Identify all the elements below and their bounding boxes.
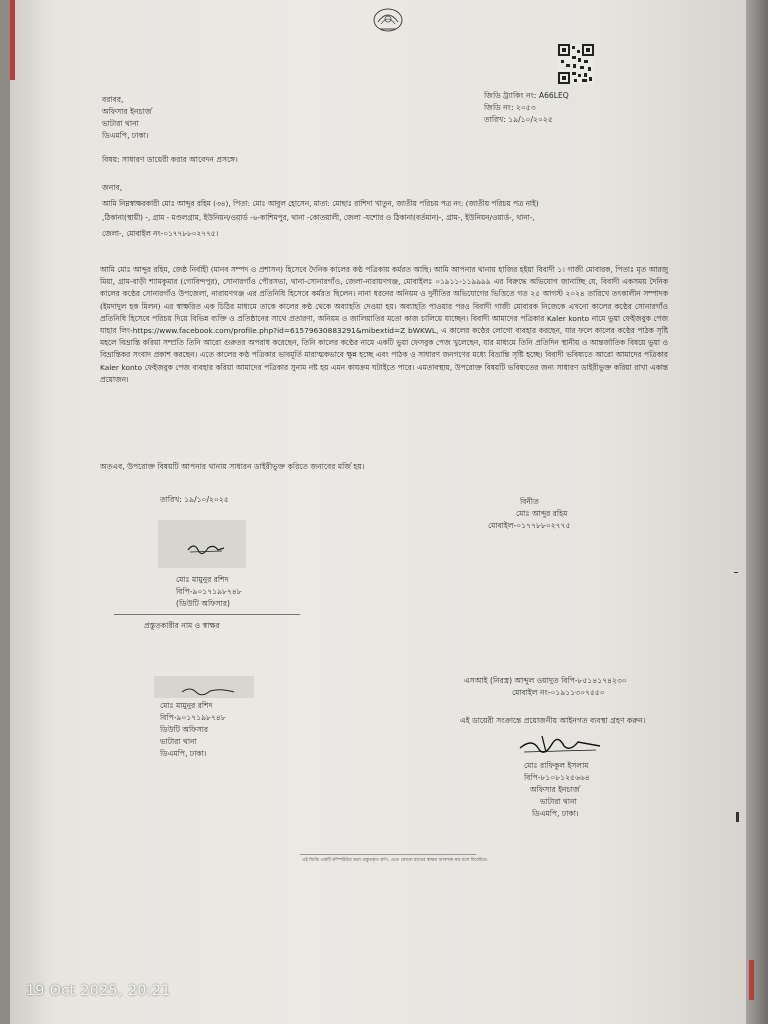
oc-city: ডিএমপি, ঢাকা। [532, 809, 579, 818]
document-page [10, 0, 748, 1024]
salutation: জনাব, [102, 183, 123, 192]
subject-line: বিষয়: সাধারণ ডায়েরী করার আবেদন প্রসঙ্গে। [102, 155, 238, 164]
closing-request: অতএব, উপরোক্ত বিষয়টি আপনার থানায় সাধারন ডাইরীভুক্ত করিতে জনাবের মর্জি হয়। [100, 462, 365, 471]
duty-officer-1-role: (ডিউটি অফিসার) [176, 599, 231, 608]
preparer-label: প্রস্তুতকারীর নাম ও স্বাক্ষর [144, 621, 220, 630]
duty-officer-2-bp: বিপি-৯০১৭১৯৮৭৪৮ [160, 713, 226, 722]
duty-officer-2-signature-icon [180, 684, 236, 696]
oc-name: মোঃ রাফিকুল ইসলাম [524, 761, 589, 770]
si-mobile: মোবাইল নং-০১৯১১৩০৭৫৫০ [512, 688, 605, 697]
recipient-title: অফিসার ইনচার্জ [102, 107, 152, 116]
edge-tick [736, 812, 739, 822]
instruction-line: এই ডায়েরী সংক্রান্তে প্রয়োজনীয় আইনগত ব্যবস্থা গ্রহণ করুন। [460, 716, 646, 725]
duty-officer-1-name: মোঃ মামুনুর রশিদ [176, 575, 229, 584]
recipient-station: ভাটারা থানা [102, 119, 139, 128]
photo-timestamp: 19 Oct 2025, 20:21 [26, 983, 171, 999]
applicant-name: মোঃ আব্দুর রহিম [516, 509, 568, 518]
applicant-line-1: আমি নিম্নস্বাক্ষরকারী মোঃ আব্দুর রহিম (৩৪), পিতা: মোঃ আবুল হোসেন, মাতা: মোছাঃ রাশিদা খাতুন, জাতীয় পরিচয় পত্র নং: (জাতীয় পরিচয় পত্র নাই) [102, 199, 539, 208]
applicant-line-2: ,ঠিকানা(স্থায়ী) -, গ্রাম - মণ্ডলগ্রাম, ইউনিয়ন/ওয়ার্ড -৬-কাশিমপুর, থানা -কোতয়ালী, জেলা -যশোর ও ঠিকানা(বর্তমান)-, গ্রাম-, ইউনিয়ন/ওয়ার্ড-, থানা-, [102, 213, 535, 222]
footer-divider [300, 854, 476, 855]
applicant-mobile: মোবাইল-০১৭৭৮৮০২৭৭৫ [488, 521, 571, 530]
police-emblem-icon [370, 4, 406, 34]
qr-code-icon [558, 44, 594, 84]
duty-officer-2-station: ভাটারা থানা [160, 737, 197, 746]
oc-station: ভাটারা থানা [540, 797, 577, 806]
officer-in-charge-signature-icon [518, 732, 602, 758]
applicant-line-3: জেলা-, মোবাইল নং-০১৭৭৮৮০২৭৭৫। [102, 229, 219, 238]
duty-officer-2-city: ডিএমপি, ঢাকা। [160, 749, 207, 758]
duty-officer-2-role: ডিউটি অফিসার [160, 725, 209, 734]
edge-mark-bottom [749, 960, 754, 1000]
recipient-to: বরাবর, [102, 95, 124, 104]
footer-note: এই জিডি একটি কম্পিউটার দ্বারা প্রস্তুতকৃত কপি, এতে কোনো হাতের স্বাক্ষর আবশ্যক নয় বলে বিবেচিত। [302, 858, 488, 863]
gd-date: তারিখ: ১৯/১০/২০২৫ [484, 115, 553, 124]
complaint-body: আমি মোঃ আব্দুর রহিম, জেষ্ঠ নির্বাহী (মানব সম্পদ ও প্রশাসন) হিসেবে দৈনিক কালের কণ্ঠ পত্রিকায় কর্মরত আছি। আমি আপনার থানায় হাজির হইয়া বিবাদী ১। গাজী মোবারক, পিতাঃ মৃত আরজু মিয়া, গ্রাম-বাড়ী শ্যামকুমার (গোবিন্দপুর), সোনারগাঁও পৌরসভা, থানা-সোনারগাঁও, জেলা-নারায়ণগঞ্জ, মোবাইলঃ ০১৯১১-১১৯৯৯৯ এর বিরুদ্ধে অভিযোগ জানাচ্ছি যে, বিবাদী একসময় দৈনিক কালের কণ্ঠের সোনারগাঁও উপজেলা, নারায়ণগঞ্জ এর প্রতিনিধি হিসেবে কর্মরত ছিলেন। নানা ধরনের অনিয়ম ও দুর্নীতির অভিযোগের ভিত্তিতে গত ২৫ আগস্ট ২০২৪ তারিখে তৎকালীন সম্পাদক (ইমদাদুল হক মিলন) এর স্বাক্ষরিত এক চিঠির মাধ্যমে তাকে কালের কণ্ঠ থেকে অব্যাহতি দেওয়া হয়। অব্যাহতি পাওয়ার পরও বিবাদী গাজী মোবারক নিজেকে এখনো কালের কণ্ঠের সোনারগাঁও প্রতিনিধি হিসেবে পরিচয় দিয়ে বিভিন্ন ব্যক্তি ও প্রতিষ্ঠানের সাথে প্রতারণা, অনিয়ম ও জালিয়াতির মতো কাজ চালিয়ে যাচ্ছেন। বিবাদী আমাদের পত্রিকার Kaler konto নামে ভুয়া ফেইজবুক পেজ যাহার লিং-https://www.facebook.com/profile.php?id=61579630883291&mibextid=Z bWKWL, এ কালের কণ্ঠের লোগো ব্যবহার করছেন, যার ফলে কালের কণ্ঠের পাঠক সৃষ্টি মহলে বিভ্রান্তি করিয়া সম্প্রতি তিনি আরো গুরুতর অপরাধ করেছেন, তিনি কালের কণ্ঠের নামে একটি ভুয়া ফেসবুক পেজ খুলেছেন, যার মাধ্যমে তিনি প্রতিদিন স্থানীয় ও আন্তর্জাতিক বিষয়ে ভুয়া ও বিভ্রান্তিকর সংবাদ প্রকাশ করছেন। এতে কালের কণ্ঠ পত্রিকার ভাবমূর্তি মারাত্মকভাবে ক্ষুন্ন হচ্ছে এবং পাঠক ও সাধারণ জনগণের মধ্যে বিভ্রান্তি সৃষ্টি হচ্ছে। বিবাদী ভবিষ্যতে আরো আমাদের পত্রিকার Kaler konto ফেইজবুক পেজ ব্যবহার করিয়া আমাদের পত্রিকার সুনাম নষ্ট হয় এমন কাযক্রম ঘটাইতে পারে। এমতাবস্থায়, উপরোক্ত বিষয়টি ভবিষ্যতের জন্য সাধারণ ডাইরীভুক্ত করিয়া রাখা একান্ত প্রয়োজন। [100, 265, 668, 384]
gd-number: জিডি নং: ২০৫৩ [484, 103, 536, 112]
si-name: এসআই (নিরস্ত্র) আব্দুল ওয়াদুত বিপি-৮৫১৪১৭৪২৩০ [464, 676, 627, 685]
oc-title: অফিসার ইনচার্জ [530, 785, 580, 794]
duty-officer-1-bp: বিপি-৯০১৭১৯৮৭৪৮ [176, 587, 242, 596]
application-date: তারিখ: ১৯/১০/২০২৫ [160, 495, 229, 504]
edge-mark [10, 0, 15, 80]
oc-bp: বিপি-৮১০৮১২৫৬৬৪ [524, 773, 590, 782]
applicant-humble: বিনীত [520, 497, 539, 506]
signature-divider [114, 614, 300, 615]
paper-edge-shadow [746, 0, 768, 1024]
gd-tracking-number: জিডি ট্র্যাকিং নং: A66LEQ [484, 91, 569, 100]
edge-tick [734, 572, 738, 573]
duty-officer-2-name: মোঃ মামুনুর রশিদ [160, 701, 213, 710]
recipient-city: ডিএমপি, ঢাকা। [102, 131, 149, 140]
duty-officer-signature-icon [186, 538, 226, 556]
